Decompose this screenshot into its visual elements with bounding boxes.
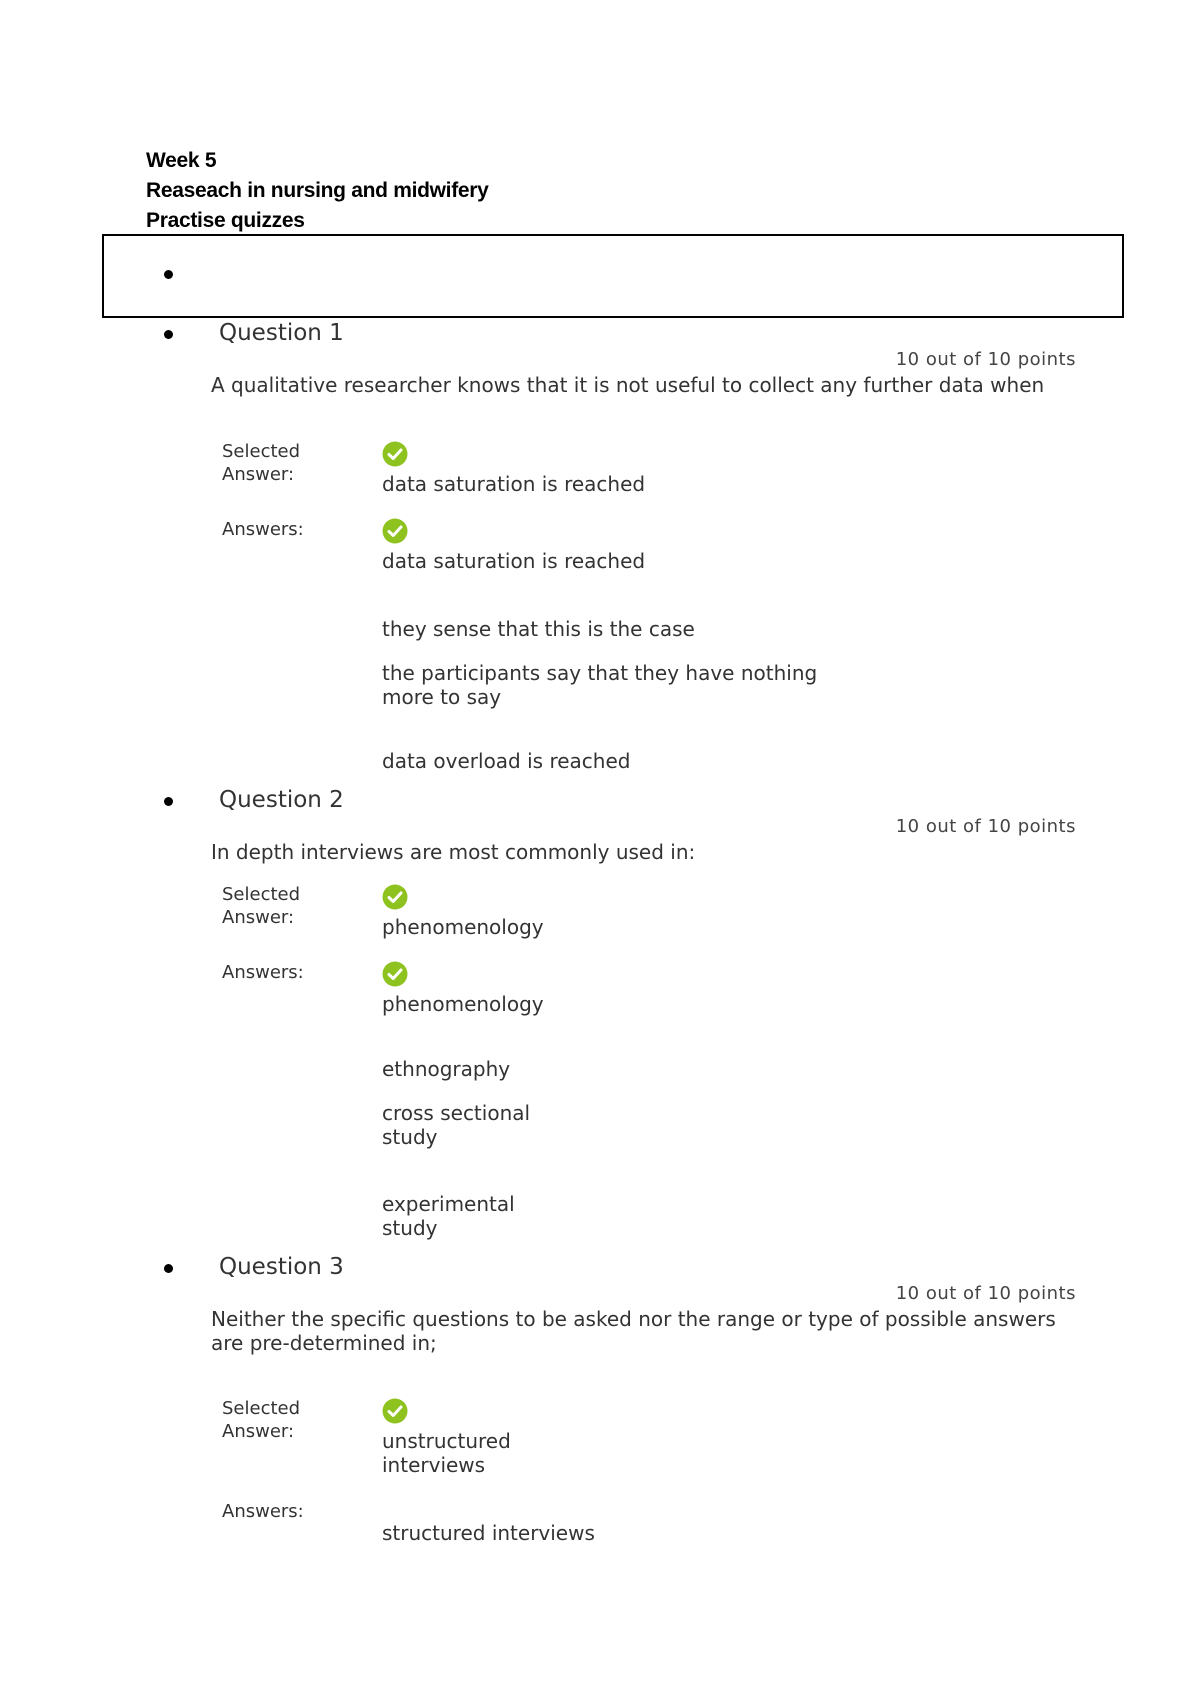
question-text: Neither the specific questions to be asked nor the range or type of possible answers are pre-determined in; xyxy=(211,1307,1056,1355)
question-points: 10 out of 10 points xyxy=(895,816,1076,837)
check-icon xyxy=(382,1398,408,1424)
document-header xyxy=(146,146,489,236)
answer-option: structured interviews xyxy=(382,1521,595,1545)
question-title: Question 1 xyxy=(219,320,344,346)
answer-option: experimental study xyxy=(382,1192,515,1240)
bullet-icon xyxy=(164,797,173,806)
answer-option: data saturation is reached xyxy=(382,549,646,573)
selected-answer-text: data saturation is reached xyxy=(382,472,646,496)
check-icon xyxy=(382,441,408,467)
check-icon xyxy=(382,518,408,544)
answers-label: Answers: xyxy=(222,1501,304,1522)
check-icon xyxy=(382,961,408,987)
answer-option: phenomenology xyxy=(382,992,544,1016)
bullet-icon xyxy=(164,1264,173,1273)
selected-answer-label: Selected Answer: xyxy=(222,441,301,485)
question-points: 10 out of 10 points xyxy=(895,349,1076,370)
question-text: In depth interviews are most commonly used in: xyxy=(211,840,696,864)
bullet-icon xyxy=(164,270,173,279)
answer-option: cross sectional study xyxy=(382,1101,531,1149)
question-title: Question 2 xyxy=(219,787,344,813)
answers-label: Answers: xyxy=(222,962,304,983)
course-title: Reaseach in nursing and midwifery xyxy=(146,179,489,202)
answer-option: they sense that this is the case xyxy=(382,617,695,641)
bullet-icon xyxy=(164,330,173,339)
empty-bordered-box xyxy=(102,234,1124,318)
quiz-title: Practise quizzes xyxy=(146,209,305,232)
question-points: 10 out of 10 points xyxy=(895,1283,1076,1304)
selected-answer-text: unstructured interviews xyxy=(382,1429,511,1477)
answer-option: data overload is reached xyxy=(382,749,631,773)
answers-label: Answers: xyxy=(222,519,304,540)
check-icon xyxy=(382,884,408,910)
selected-answer-label: Selected Answer: xyxy=(222,884,301,928)
answer-option: ethnography xyxy=(382,1057,511,1081)
week-title: Week 5 xyxy=(146,149,217,172)
question-title: Question 3 xyxy=(219,1254,344,1280)
question-text: A qualitative researcher knows that it is not useful to collect any further data when xyxy=(211,373,1045,397)
selected-answer-label: Selected Answer: xyxy=(222,1398,301,1442)
selected-answer-text: phenomenology xyxy=(382,915,544,939)
answer-option: the participants say that they have nothing more to say xyxy=(382,661,818,709)
